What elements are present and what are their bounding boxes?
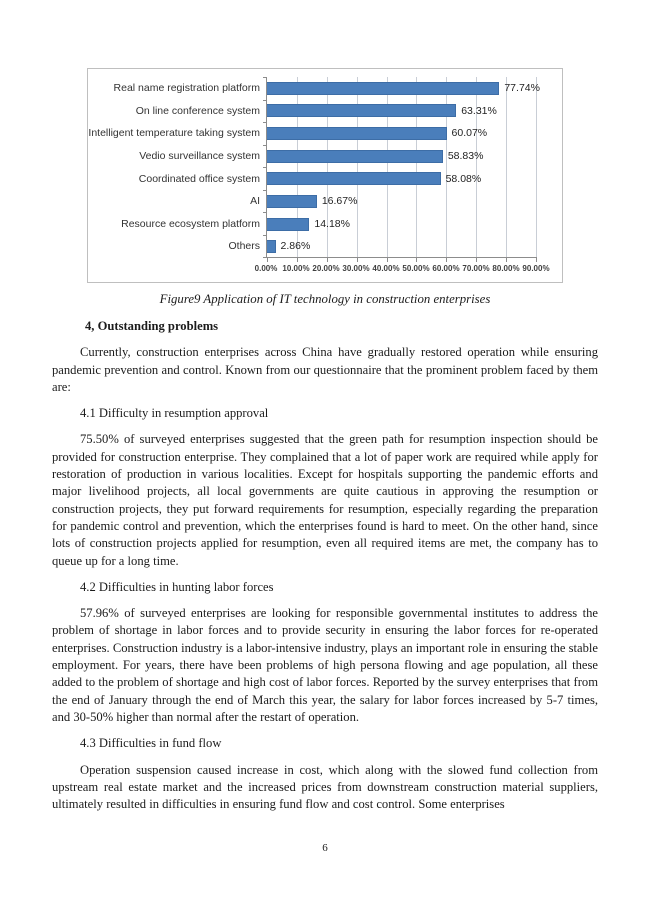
gridline bbox=[536, 77, 537, 257]
data-label: 58.83% bbox=[447, 149, 484, 162]
body-text bbox=[52, 318, 598, 821]
bar bbox=[267, 82, 499, 95]
category-label: Resource ecosystem platform bbox=[121, 217, 260, 230]
chart-row bbox=[88, 190, 536, 213]
chart-row bbox=[88, 235, 536, 258]
chart-row bbox=[88, 213, 536, 236]
category-label: Coordinated office system bbox=[138, 172, 260, 185]
data-label: 63.31% bbox=[461, 104, 497, 117]
x-axis-label: 20.00% bbox=[312, 264, 340, 273]
x-axis-label: 80.00% bbox=[492, 264, 520, 273]
x-axis-label: 90.00% bbox=[522, 264, 550, 273]
x-axis-label: 0.00% bbox=[254, 264, 278, 273]
category-label: AI bbox=[250, 195, 260, 208]
x-axis-label: 30.00% bbox=[342, 264, 370, 273]
bar bbox=[267, 150, 443, 163]
category-label: Intelligent temperature taking system bbox=[88, 127, 260, 140]
category-label: Vedio surveillance system bbox=[139, 149, 260, 162]
bar bbox=[267, 172, 441, 185]
bar bbox=[267, 104, 456, 117]
chart-row bbox=[88, 168, 536, 191]
subsection-title-43: 4.3 Difficulties in fund flow bbox=[80, 736, 222, 751]
category-label: On line conference system bbox=[135, 104, 260, 117]
subsection-title-42: 4.2 Difficulties in hunting labor forces bbox=[80, 579, 274, 594]
bar-track bbox=[267, 213, 536, 236]
bar-track bbox=[267, 100, 536, 123]
chart-row bbox=[88, 77, 540, 100]
category-label: Others bbox=[228, 240, 260, 253]
intro-paragraph: Currently, construction enterprises across China have gradually restored operation while ensuring pandemic prevention and control. Known from our questionnaire that the prominent problem faced by them are: bbox=[52, 345, 598, 394]
x-axis-label: 40.00% bbox=[372, 264, 400, 273]
bar-track bbox=[267, 190, 536, 213]
data-label: 14.18% bbox=[314, 217, 350, 230]
x-axis-tick bbox=[536, 257, 537, 262]
bar bbox=[267, 127, 447, 140]
data-label: 16.67% bbox=[321, 195, 358, 208]
x-axis-label: 70.00% bbox=[462, 264, 490, 273]
bar-track bbox=[267, 168, 536, 191]
subsection-body-41: 75.50% of surveyed enterprises suggested that the green path for resumption inspection should be provided for construction enterprise. They complained that a lot of paper work are required while apply for restoration of production in various localities. Except for hospitals supporting the pandemic efforts and major livelihood projects, all local governments are quite cautious in approving the resumption or construction projects, they put forward requirements for resumption, especially regarding the preparation for pandemic control and prevention, which the enterprises found is hard to meet. On the other hand, since lots of construction projects applied for resumption, even all required items are met, the company has to queue up for a long time. bbox=[52, 432, 598, 568]
x-axis-label: 10.00% bbox=[282, 264, 310, 273]
figure-caption: Figure9 Application of IT technology in construction enterprises bbox=[159, 292, 491, 306]
data-label: 2.86% bbox=[280, 240, 311, 253]
subsection-body-43: Operation suspension caused increase in cost, which along with the slowed fund collection from upstream real estate market and the increased prices from downstream construction material suppliers, ultimately resulted in difficulties in ensuring fund flow and cost control. Some enterprises bbox=[52, 762, 598, 812]
bar-track bbox=[267, 122, 536, 145]
page-number: 6 bbox=[322, 842, 328, 854]
bar-track bbox=[267, 145, 536, 168]
data-label: 77.74% bbox=[504, 82, 540, 95]
section-heading: 4, Outstanding problems bbox=[85, 319, 219, 333]
x-axis-label: 50.00% bbox=[402, 264, 430, 273]
bar-chart-figure bbox=[87, 68, 563, 283]
data-label: 58.08% bbox=[445, 172, 482, 185]
x-axis-label: 60.00% bbox=[432, 264, 460, 273]
subsection-title-41: 4.1 Difficulty in resumption approval bbox=[80, 406, 269, 421]
subsection-body-42: 57.96% of surveyed enterprises are looking for responsible governmental institutes to address the problem of shortage in labor forces and to provide security in ensuring the labor forces for re-operated enterprises. Construction industry is a labor-intensive industry, plays an important role in ensuring the stable employment. For years, there have been problems of high persona flowing and age population, all these added to the problem of shortage and high cost of labor forces. Reported by the survey enterprises that from the end of January through the end of March this year, the salary for labor forces increased by 5-7 times, and 30-50% higher than normal after the restart of operation. bbox=[52, 606, 598, 724]
chart-row bbox=[88, 100, 536, 123]
chart-x-axis bbox=[254, 260, 550, 278]
chart-bars bbox=[88, 77, 540, 258]
bar bbox=[267, 218, 309, 231]
chart-row bbox=[88, 145, 536, 168]
bar-track bbox=[267, 77, 540, 100]
bar bbox=[267, 240, 276, 253]
bar-track bbox=[267, 235, 536, 258]
bar bbox=[267, 195, 317, 208]
chart-row bbox=[88, 122, 536, 145]
data-label: 60.07% bbox=[451, 127, 488, 140]
category-label: Real name registration platform bbox=[113, 82, 260, 95]
